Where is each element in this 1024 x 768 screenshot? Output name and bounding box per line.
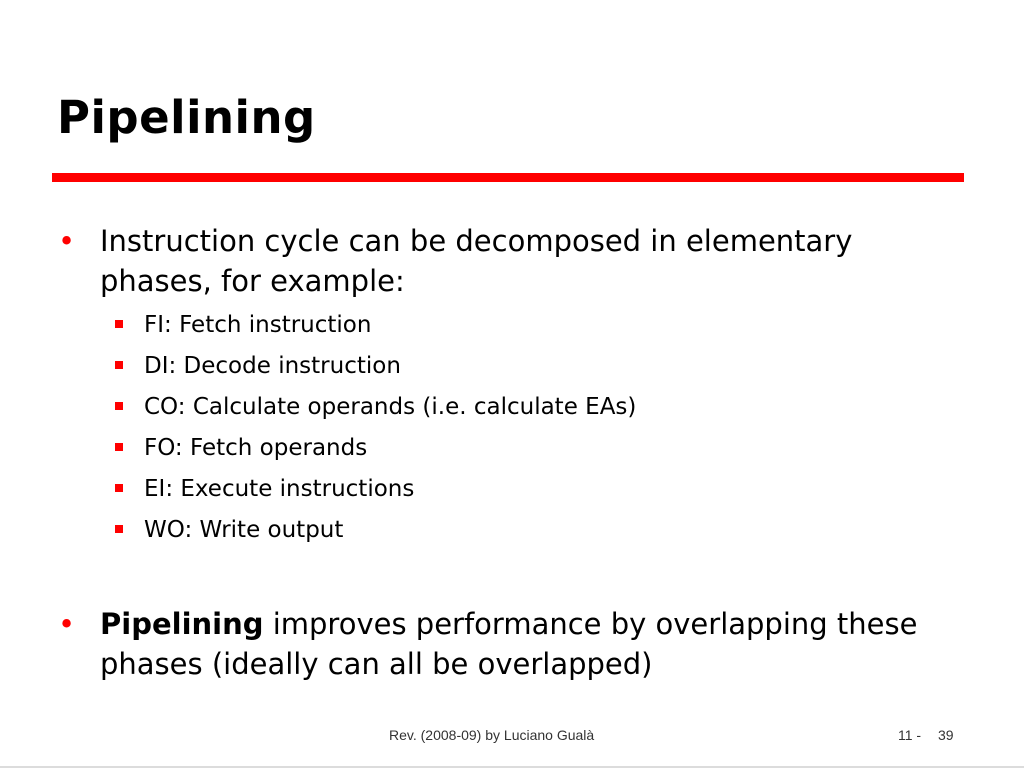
sub-bullet-text: WO: Write output [144, 517, 344, 543]
bullet-dot-icon: • [58, 224, 76, 258]
bullet-dot-icon: • [58, 607, 76, 641]
sub-bullet-item [113, 387, 813, 428]
sub-bullet-item [113, 305, 813, 346]
footer-author: Rev. (2008-09) by Luciano Gualà [389, 727, 595, 743]
footer-section-number: 11 - [898, 727, 922, 743]
sub-bullet-text: EI: Execute instructions [144, 476, 415, 502]
square-bullet-icon [115, 402, 123, 410]
sub-bullet-item [113, 469, 813, 510]
bullet-rest-text: improves performance by overlapping these phases (ideally can all be overlapped) [100, 607, 918, 681]
title-underline-rule [52, 173, 964, 182]
square-bullet-icon [115, 361, 123, 369]
sub-bullet-item [113, 346, 813, 387]
sub-bullet-text: CO: Calculate operands (i.e. calculate EAs) [144, 394, 637, 420]
sub-bullet-text: DI: Decode instruction [144, 353, 401, 379]
sub-bullet-item [113, 428, 813, 469]
bullet-text: Instruction cycle can be decomposed in elementary phases, for example: [100, 224, 853, 298]
bullet-item [58, 604, 958, 684]
bold-term: Pipelining [100, 607, 264, 641]
slide-title: Pipelining [57, 91, 316, 144]
bullet-text [100, 604, 958, 684]
sub-bullet-text: FI: Fetch instruction [144, 312, 372, 338]
square-bullet-icon [115, 484, 123, 492]
bullet-item [58, 221, 958, 301]
footer-page-number: 39 [938, 727, 954, 743]
square-bullet-icon [115, 525, 123, 533]
square-bullet-icon [115, 320, 123, 328]
sub-bullet-list [113, 305, 813, 551]
square-bullet-icon [115, 443, 123, 451]
sub-bullet-text: FO: Fetch operands [144, 435, 368, 461]
sub-bullet-item [113, 510, 813, 551]
